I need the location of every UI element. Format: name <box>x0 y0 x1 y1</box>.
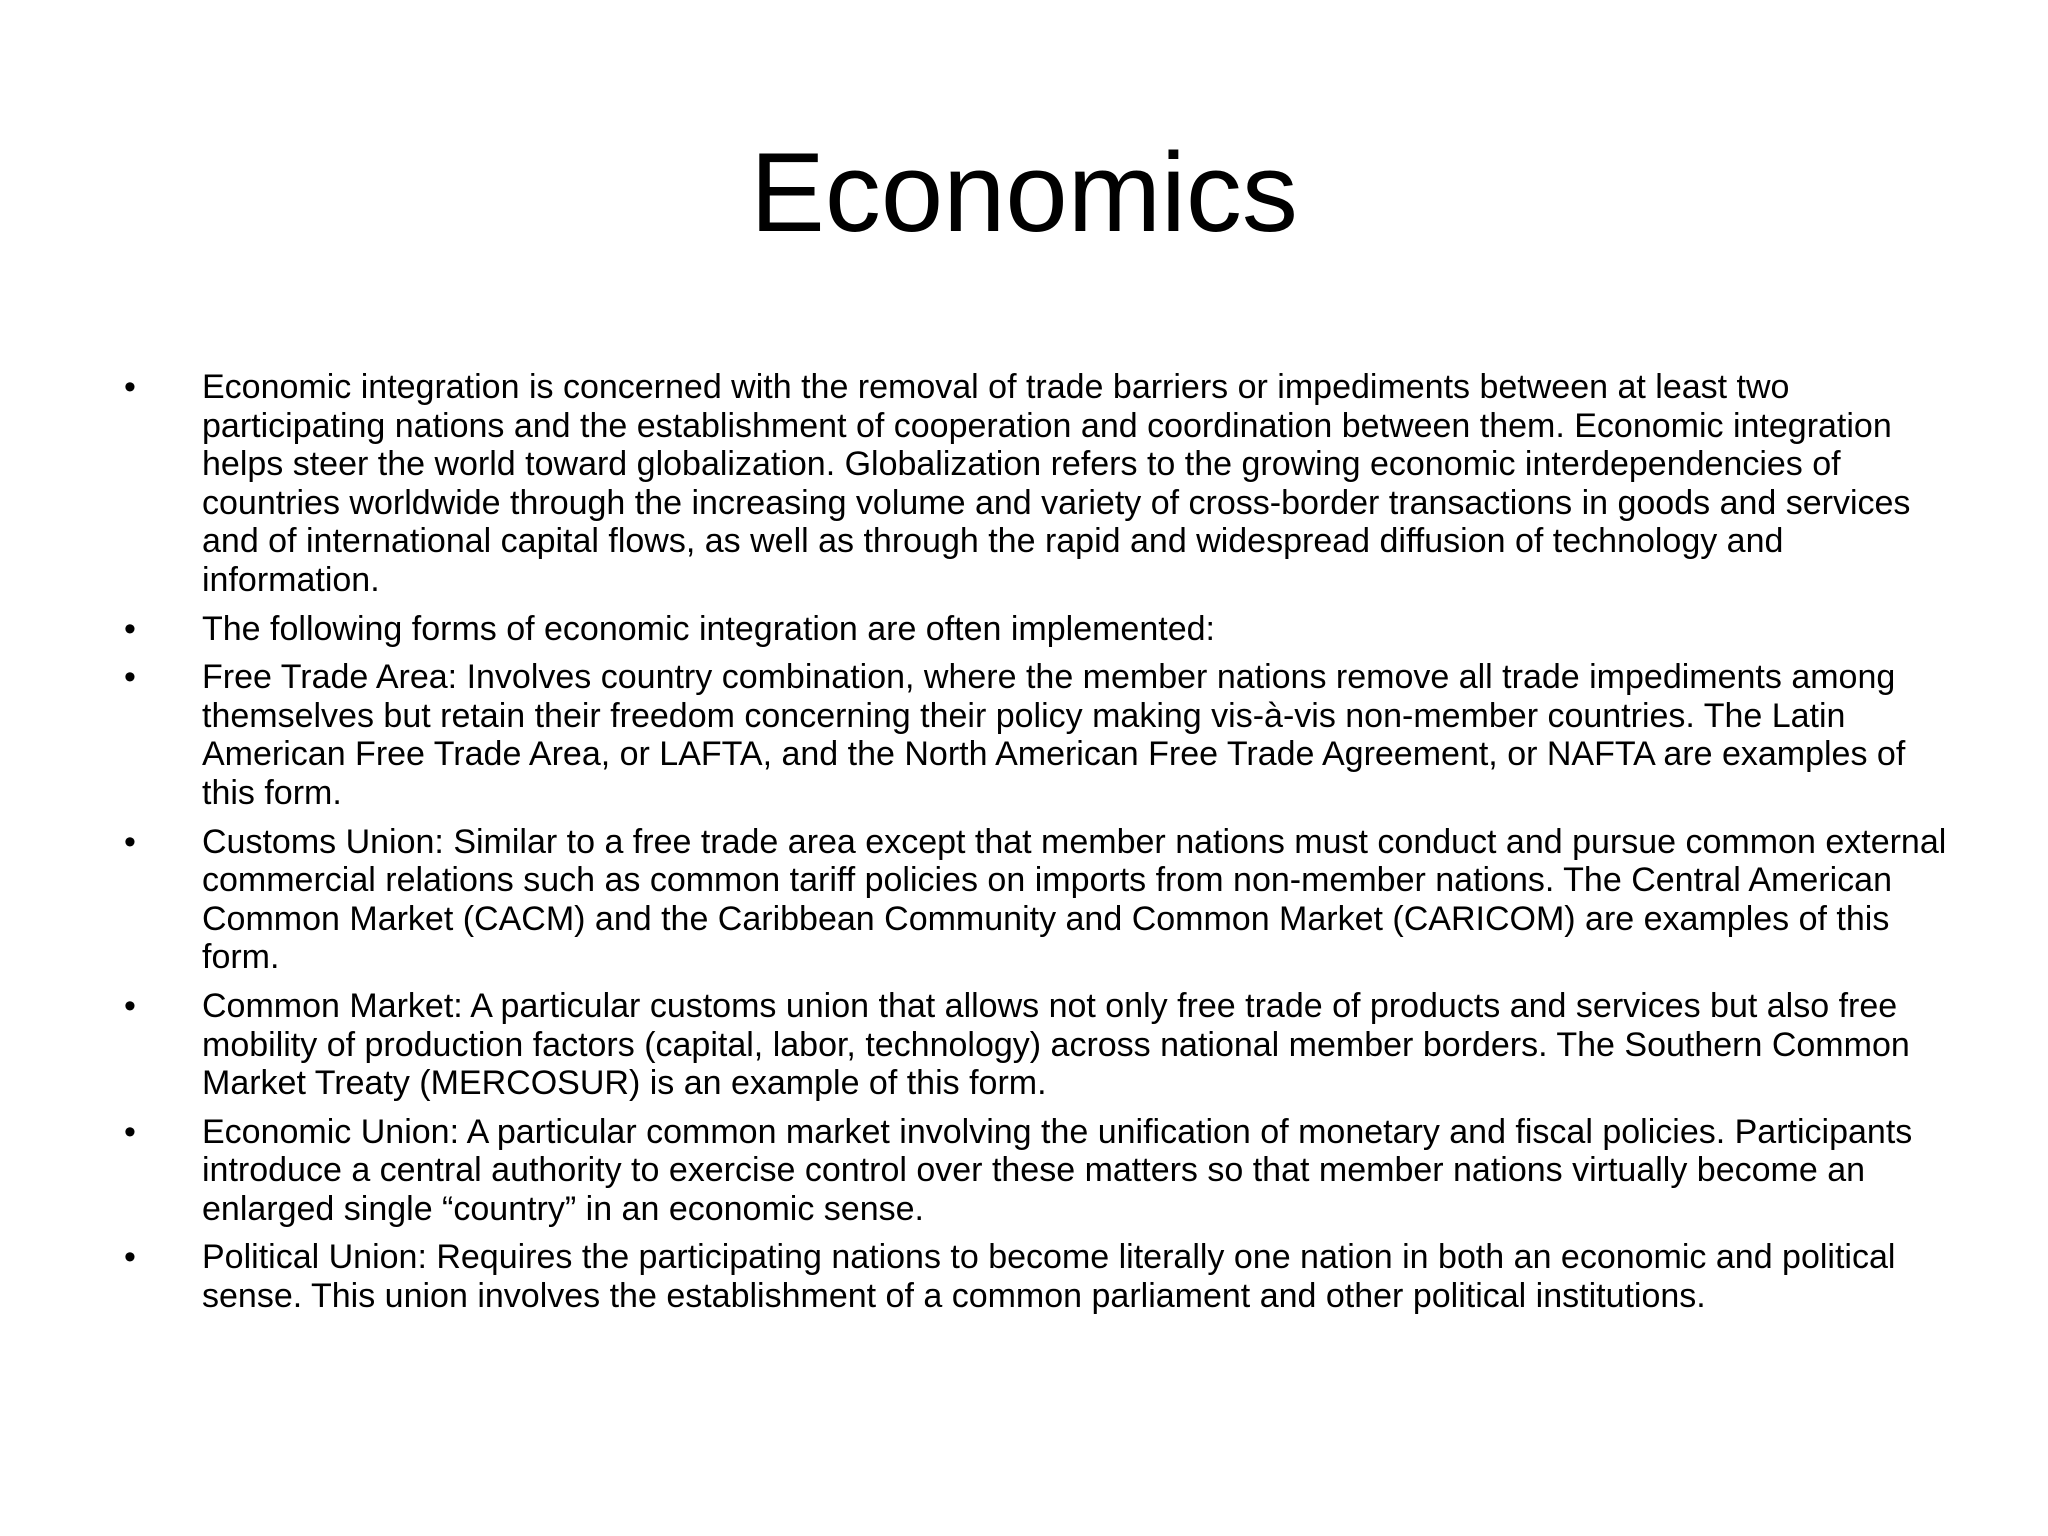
bullet-item <box>120 658 1950 812</box>
bullet-text: Economic Union: A particular common market involving the unification of monetary and fiscal policies. Participants introduce a central authority to exercise control over these matters so that member nations virtually become an enlarged single “country” in an economic sense. <box>202 1112 1913 1228</box>
bullet-item <box>120 987 1950 1103</box>
bullet-text: Political Union: Requires the participating nations to become literally one nation in both an economic and political sense. This union involves the establishment of a common parliament and other political institutions. <box>202 1238 1896 1316</box>
bullet-icon: • <box>124 1112 136 1151</box>
bullet-text: Common Market: A particular customs union that allows not only free trade of products and services but also free mobility of production factors (capital, labor, technology) across national member borders. The Southern Common Market Treaty (MERCOSUR) is an example of this form. <box>202 986 1910 1103</box>
bullet-text: Free Trade Area: Involves country combination, where the member nations remove all trade impediments among themselves but retain their freedom concerning their policy making vis-à-vis non-member countries. The Latin American Free Trade Area, or LAFTA, and the North American Free Trade Agreement, or NAFTA are examples of this form. <box>202 658 1906 812</box>
bullet-item <box>120 1238 1950 1315</box>
bullet-icon: • <box>124 368 136 406</box>
bullet-icon: • <box>124 1238 136 1277</box>
bullet-item <box>120 823 1950 977</box>
bullet-list <box>120 368 1950 1326</box>
bullet-icon: • <box>124 986 136 1025</box>
bullet-item <box>120 1113 1950 1229</box>
bullet-icon: • <box>124 658 136 697</box>
bullet-item <box>120 610 1950 649</box>
bullet-icon: • <box>124 822 136 861</box>
bullet-text: Economic integration is concerned with the removal of trade barriers or impediments between at least two participating nations and the establishment of cooperation and coordination between them. Economic integration helps steer the world toward globalization. Globalization refers to the growing economic interdependencies of countries worldwide through the increasing volume and variety of cross-border transactions in goods and services and of international capital flows, as well as through the rapid and widespread diffusion of technology and information. <box>202 368 1911 599</box>
bullet-text: The following forms of economic integration are often implemented: <box>202 609 1215 648</box>
bullet-text: Customs Union: Similar to a free trade area except that member nations must conduct and pursue common external commercial relations such as common tariff policies on imports from non-member nations. The Central American Common Market (CACM) and the Caribbean Community and Common Market (CARICOM) are examples of this form. <box>202 822 1947 977</box>
slide-title: Economics <box>750 130 1298 255</box>
bullet-item <box>120 368 1950 600</box>
bullet-icon: • <box>124 609 136 648</box>
